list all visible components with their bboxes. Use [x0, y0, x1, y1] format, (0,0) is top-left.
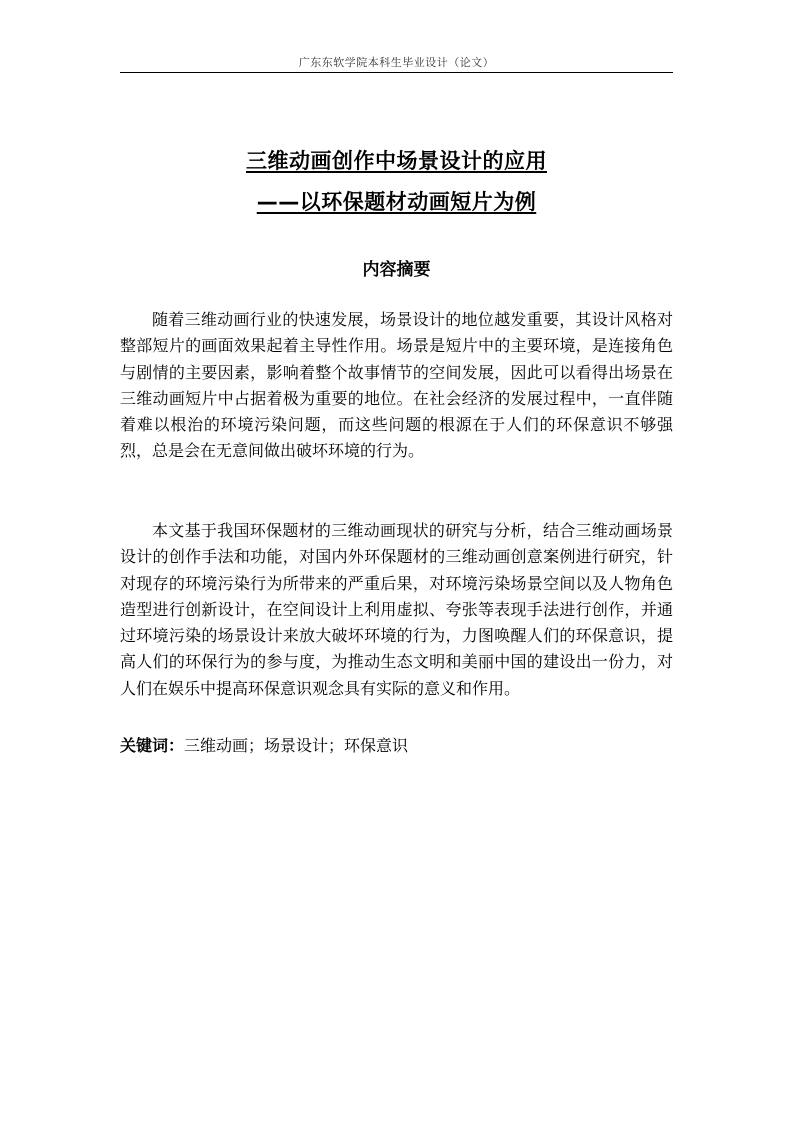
page-subtitle-text: ——以环保题材动画短片为例: [256, 190, 537, 214]
abstract-heading: 内容摘要: [362, 260, 431, 280]
keywords-value: 三维动画；场景设计；环保意识: [184, 736, 409, 755]
abstract-paragraph-1: 随着三维动画行业的快速发展，场景设计的地位越发重要，其设计风格对整部短片的画面效果起着主导性作用。场景是短片中的主要环境，是连接角色与剧情的主要因素，影响着整个故事情节的空间发展，因此可以看得出场景在三维动画短片中占据着极为重要的地位。在社会经济的发展过程中，一直伴随着难以根治的环境污染问题，而这些问题的根源在于人们的环保意识不够强烈，总是会在无意间做出破坏环境的行为。: [120, 310, 673, 461]
header-rule: [120, 72, 673, 73]
running-header: 广东东软学院本科生毕业设计（论文）: [298, 56, 495, 69]
abstract-paragraph-2: 本文基于我国环保题材的三维动画现状的研究与分析，结合三维动画场景设计的创作手法和功能，对国内外环保题材的三维动画创意案例进行研究，针对现存的环境污染行为所带来的严重后果，对环境污染场景空间以及人物角色造型进行创新设计，在空间设计上利用虚拟、夸张等表现手法进行创作，并通过环境污染的场景设计来放大破坏环境的行为，力图唤醒人们的环保意识，提高人们的环保行为的参与度，为推动生态文明和美丽中国的建设出一份力，对人们在娱乐中提高环保意识观念具有实际的意义和作用。: [120, 521, 673, 698]
page-title-text: 三维动画创作中场景设计的应用: [246, 149, 547, 173]
keywords-label: 关键词：: [120, 736, 185, 755]
page-title: [120, 145, 673, 175]
page-subtitle: [120, 186, 673, 216]
keywords-line: [120, 733, 673, 759]
